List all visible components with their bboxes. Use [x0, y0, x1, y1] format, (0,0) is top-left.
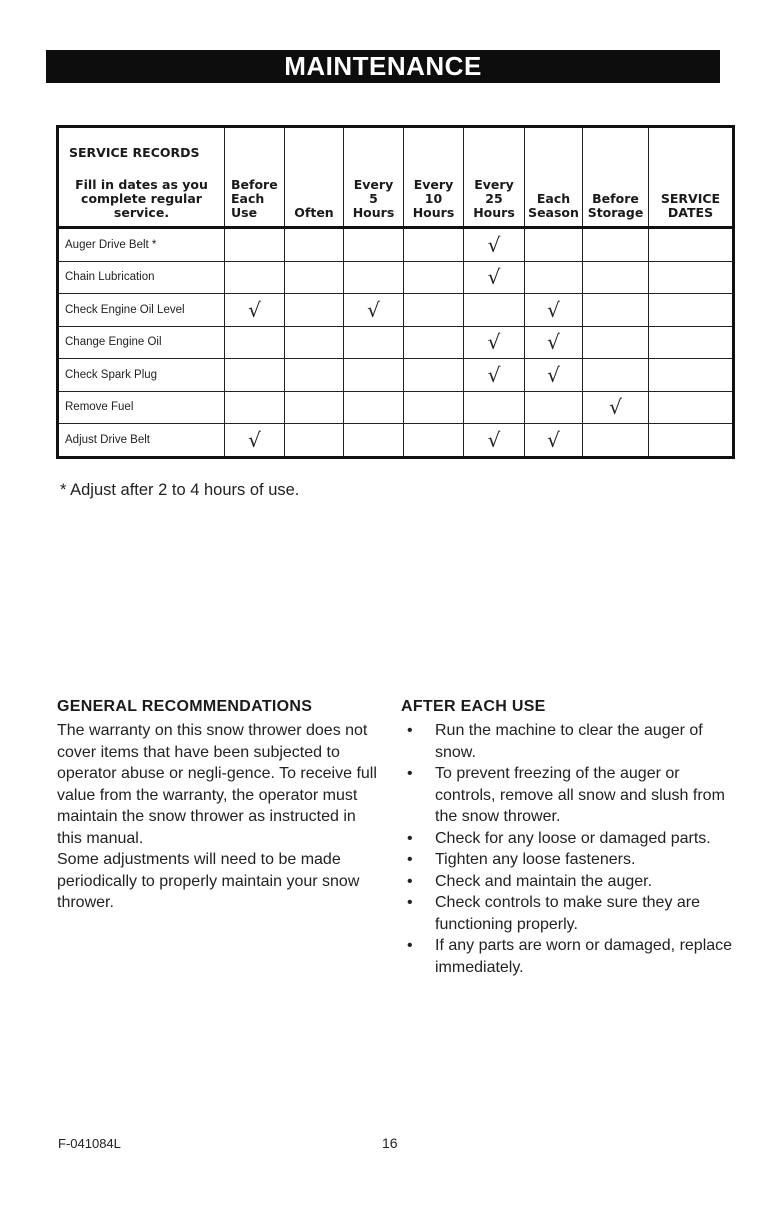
list-item-text: Check for any loose or damaged parts.: [435, 829, 711, 847]
col-header-every-25-hours: Every 25 Hours: [464, 127, 525, 228]
list-item: [401, 763, 741, 828]
table-header-row: [58, 127, 734, 228]
bullet-icon: •: [407, 765, 413, 782]
col-header-each-season: Each Season: [525, 127, 583, 228]
col-header-every-10-hours: Every 10 Hours: [404, 127, 464, 228]
list-item-text: Check and maintain the auger.: [435, 872, 653, 890]
empty-cell: [649, 294, 734, 327]
empty-cell: [225, 391, 285, 424]
empty-cell: [649, 424, 734, 458]
list-item-text: Run the machine to clear the auger of snow.: [435, 722, 703, 761]
empty-cell: [225, 228, 285, 262]
check-mark-cell: √: [583, 391, 649, 424]
table-row: [58, 228, 734, 262]
check-mark-cell: √: [225, 424, 285, 458]
empty-cell: [583, 359, 649, 392]
after-each-use-section: [401, 698, 741, 978]
footnote: * Adjust after 2 to 4 hours of use.: [60, 481, 300, 499]
empty-cell: [344, 326, 404, 359]
bullet-icon: •: [407, 722, 413, 739]
empty-cell: [225, 326, 285, 359]
empty-cell: [344, 391, 404, 424]
empty-cell: [285, 359, 344, 392]
table-row: [58, 424, 734, 458]
empty-cell: [464, 391, 525, 424]
task-label: Change Engine Oil: [58, 326, 225, 359]
records-header-cell: [58, 127, 225, 228]
list-item: [401, 720, 741, 763]
empty-cell: [649, 261, 734, 294]
empty-cell: [285, 391, 344, 424]
check-mark-cell: √: [464, 261, 525, 294]
task-label: Adjust Drive Belt: [58, 424, 225, 458]
check-mark-cell: √: [344, 294, 404, 327]
fill-instruction-line: Fill in dates as you: [75, 177, 208, 192]
document-code: F-041084L: [58, 1136, 121, 1151]
empty-cell: [404, 228, 464, 262]
check-mark-cell: √: [525, 424, 583, 458]
empty-cell: [583, 261, 649, 294]
table-row: [58, 261, 734, 294]
task-label: Check Spark Plug: [58, 359, 225, 392]
col-header-often: Often: [285, 127, 344, 228]
check-mark-cell: √: [464, 326, 525, 359]
table-row: [58, 391, 734, 424]
general-paragraph: The warranty on this snow thrower does not cover items that have been subjected to operator abuse or negli-gence. To receive full value from the warranty, the operator must maintain the snow thrower as instructed in this manual.: [57, 722, 377, 847]
empty-cell: [404, 294, 464, 327]
empty-cell: [344, 424, 404, 458]
page-number: 16: [382, 1135, 398, 1151]
task-label: Remove Fuel: [58, 391, 225, 424]
fill-instruction-line: service.: [113, 205, 170, 220]
empty-cell: [404, 261, 464, 294]
empty-cell: [225, 359, 285, 392]
empty-cell: [649, 228, 734, 262]
empty-cell: [344, 359, 404, 392]
bullet-icon: •: [407, 829, 413, 847]
check-mark-cell: √: [525, 294, 583, 327]
empty-cell: [285, 326, 344, 359]
empty-cell: [525, 261, 583, 294]
list-item: [401, 828, 741, 850]
table-row: [58, 294, 734, 327]
general-paragraph: Some adjustments will need to be made periodically to properly maintain your snow thrower.: [57, 851, 360, 911]
service-records-table: [56, 125, 735, 459]
page-title: MAINTENANCE: [46, 50, 720, 83]
empty-cell: [404, 359, 464, 392]
list-item: [401, 849, 741, 871]
empty-cell: [464, 294, 525, 327]
service-records-label: SERVICE RECORDS: [69, 145, 200, 160]
col-header-before-storage: Before Storage: [583, 127, 649, 228]
empty-cell: [344, 261, 404, 294]
empty-cell: [285, 424, 344, 458]
list-item-text: To prevent freezing of the auger or controls, remove all snow and slush from the snow thrower.: [435, 765, 725, 825]
empty-cell: [583, 294, 649, 327]
fill-instruction-line: complete regular: [81, 191, 202, 206]
empty-cell: [225, 261, 285, 294]
col-header-every-5-hours: Every 5 Hours: [344, 127, 404, 228]
task-label: Auger Drive Belt *: [58, 228, 225, 262]
general-recommendations-section: [57, 698, 377, 914]
list-item-text: If any parts are worn or damaged, replace immediately.: [435, 937, 733, 976]
empty-cell: [404, 326, 464, 359]
task-label: Check Engine Oil Level: [58, 294, 225, 327]
col-header-service-dates: SERVICE DATES: [649, 127, 734, 228]
list-item-text: Tighten any loose fasteners.: [435, 851, 636, 868]
general-recommendations-heading: GENERAL RECOMMENDATIONS: [57, 698, 313, 715]
empty-cell: [285, 228, 344, 262]
col-header-before-each-use: Before Each Use: [225, 127, 285, 228]
check-mark-cell: √: [525, 326, 583, 359]
list-item: [401, 871, 741, 893]
list-item-text: Check controls to make sure they are functioning properly.: [435, 894, 701, 933]
after-each-use-heading: AFTER EACH USE: [401, 698, 546, 715]
bullet-icon: •: [407, 894, 413, 911]
empty-cell: [649, 391, 734, 424]
after-each-use-list: [401, 720, 741, 978]
empty-cell: [649, 326, 734, 359]
empty-cell: [525, 391, 583, 424]
empty-cell: [404, 391, 464, 424]
empty-cell: [583, 424, 649, 458]
empty-cell: [285, 294, 344, 327]
empty-cell: [404, 424, 464, 458]
empty-cell: [649, 359, 734, 392]
bullet-icon: •: [407, 872, 413, 890]
check-mark-cell: √: [464, 359, 525, 392]
empty-cell: [285, 261, 344, 294]
empty-cell: [583, 326, 649, 359]
check-mark-cell: √: [464, 228, 525, 262]
bullet-icon: •: [407, 851, 413, 868]
check-mark-cell: √: [464, 424, 525, 458]
empty-cell: [344, 228, 404, 262]
check-mark-cell: √: [525, 359, 583, 392]
list-item: [401, 892, 741, 935]
list-item: [401, 935, 741, 978]
check-mark-cell: √: [225, 294, 285, 327]
bullet-icon: •: [407, 937, 413, 954]
task-label: Chain Lubrication: [58, 261, 225, 294]
table-row: [58, 326, 734, 359]
empty-cell: [525, 228, 583, 262]
empty-cell: [583, 228, 649, 262]
table-row: [58, 359, 734, 392]
